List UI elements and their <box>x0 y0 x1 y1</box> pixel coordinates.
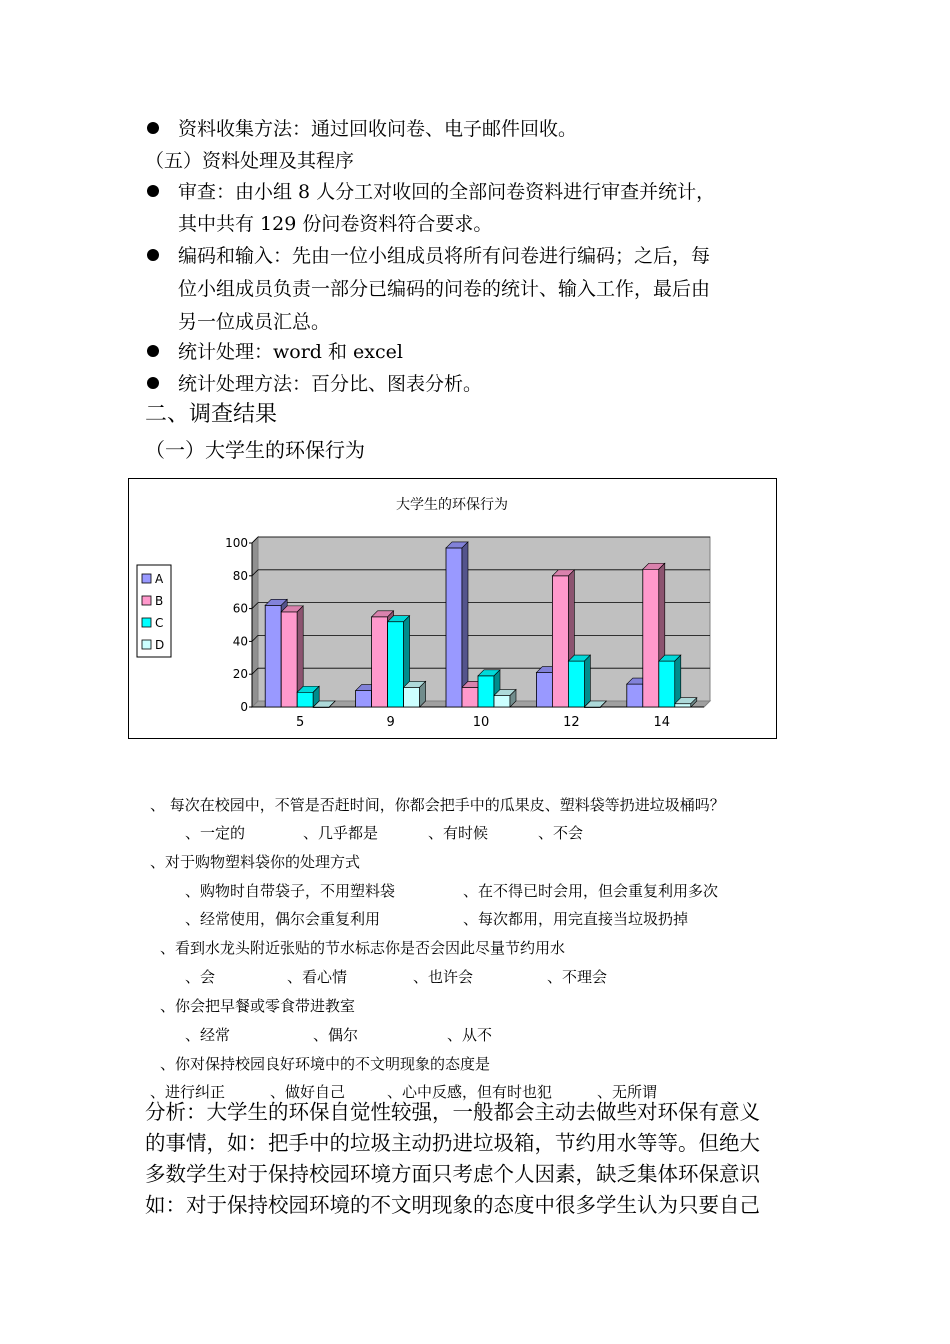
bar-C-14 <box>659 661 675 707</box>
bar-D-9 <box>404 687 420 707</box>
bullet-collection-method: 资料收集方法：通过回收问卷、电子邮件回收。 <box>178 118 578 140</box>
x-tick-label: 10 <box>472 715 490 730</box>
legend-swatch-B <box>142 596 151 605</box>
y-tick-label: 100 <box>225 536 248 550</box>
q5-option-b: 、几乎都是 <box>303 824 379 842</box>
chart-container <box>128 478 777 739</box>
q14-option-b: 、做好自己 <box>270 1083 346 1101</box>
q14-option-d: 、无所谓 <box>597 1083 658 1101</box>
bar-B-14 <box>643 569 659 707</box>
q5-option-c: 、有时候 <box>428 824 489 842</box>
q12-option-c: 、从不 <box>447 1026 493 1044</box>
bar-C-10 <box>478 676 494 707</box>
bar-C-5 <box>297 692 313 707</box>
bar-A-10 <box>446 548 462 707</box>
bullet-coding-line-1: 编码和输入：先由一位小组成员将所有问卷进行编码；之后，每 <box>178 245 711 267</box>
q9-option-d: 、每次都用，用完直接当垃圾扔掉 <box>463 910 689 928</box>
y-tick-label: 40 <box>232 634 248 649</box>
bullet-coding-line-2: 位小组成员负责一部分已编码的问卷的统计、输入工作，最后由 <box>178 278 711 300</box>
question-14: 、你对保持校园良好环境中的不文明现象的态度是 <box>160 1055 491 1073</box>
q9-option-b: 、在不得已时会用，但会重复利用多次 <box>463 882 719 900</box>
legend-label-A: A <box>155 572 164 586</box>
legend-swatch-A <box>142 574 151 583</box>
y-tick-label: 0 <box>240 700 248 714</box>
bar-side-C-12 <box>584 655 590 707</box>
heading-survey-results: 二、调查结果 <box>145 402 278 427</box>
bullet-dot <box>147 122 159 134</box>
bar-D-14 <box>675 704 691 707</box>
question-5: 、 每次在校园中，不管是否赶时间，你都会把手中的瓜果皮、塑料袋等扔进垃圾桶吗？ <box>150 796 725 814</box>
bar-chart <box>129 479 776 738</box>
q10-option-c: 、也许会 <box>413 968 474 986</box>
bullet-stats-tools: 统计处理：word 和 excel <box>178 341 403 363</box>
analysis-line-4: 如：对于保持校园环境的不文明现象的态度中很多学生认为只要自己 <box>145 1193 760 1217</box>
legend-label-C: C <box>155 616 164 630</box>
analysis-line-1: 分析：大学生的环保自觉性较强，一般都会主动去做些对环保有意义 <box>145 1100 760 1124</box>
subheading-env-behavior: （一）大学生的环保行为 <box>145 438 365 462</box>
bar-A-5 <box>265 605 281 707</box>
chart-title: 大学生的环保行为 <box>396 497 508 513</box>
bar-A-14 <box>627 684 643 707</box>
q10-option-d: 、不理会 <box>547 968 608 986</box>
x-tick-label: 14 <box>653 715 671 730</box>
bar-D-10 <box>494 696 510 707</box>
legend-label-B: B <box>155 594 164 608</box>
question-10: 、看到水龙头附近张贴的节水标志你是否会因此尽量节约用水 <box>160 939 566 957</box>
q9-option-a: 、购物时自带袋子，不用塑料袋 <box>185 882 396 900</box>
y-tick-label: 60 <box>232 601 248 616</box>
q12-option-b: 、偶尔 <box>313 1026 359 1044</box>
legend-swatch-D <box>142 640 151 649</box>
bullet-dot <box>147 185 159 197</box>
y-tick-label: 20 <box>232 667 248 682</box>
q10-option-b: 、看心情 <box>287 968 348 986</box>
bullet-dot <box>147 377 159 389</box>
x-tick-label: 5 <box>296 715 305 730</box>
bar-C-9 <box>388 622 404 707</box>
bullet-dot <box>147 249 159 261</box>
q12-option-a: 、经常 <box>185 1026 231 1044</box>
section-5-heading: （五）资料处理及其程序 <box>145 150 355 172</box>
bullet-review-line-1: 审查：由小组 8 人分工对收回的全部问卷资料进行审查并统计， <box>178 181 716 203</box>
bar-B-12 <box>552 576 568 707</box>
bar-B-9 <box>372 617 388 707</box>
bullet-stats-method: 统计处理方法：百分比、图表分析。 <box>178 373 483 395</box>
bullet-coding-line-3: 另一位成员汇总。 <box>178 311 331 333</box>
bar-A-9 <box>356 691 372 707</box>
q10-option-a: 、会 <box>185 968 216 986</box>
bullet-dot <box>147 345 159 357</box>
question-12: 、你会把早餐或零食带进教室 <box>160 997 356 1015</box>
chart-side-wall <box>252 537 258 707</box>
legend-swatch-C <box>142 618 151 627</box>
analysis-line-2: 的事情，如：把手中的垃圾主动扔进垃圾箱，节约用水等等。但绝大 <box>145 1131 760 1155</box>
bullet-review-line-2: 其中共有 129 份问卷资料符合要求。 <box>178 213 493 235</box>
q5-option-d: 、不会 <box>538 824 584 842</box>
q14-option-a: 、进行纠正 <box>150 1083 226 1101</box>
analysis-line-3: 多数学生对于保持校园环境方面只考虑个人因素，缺乏集体环保意识 <box>145 1162 760 1186</box>
question-9: 、对于购物塑料袋你的处理方式 <box>150 853 361 871</box>
bar-A-12 <box>536 673 552 707</box>
q14-option-c: 、心中反感，但有时也犯 <box>387 1083 553 1101</box>
bar-B-5 <box>281 612 297 707</box>
x-tick-label: 12 <box>563 715 580 730</box>
q5-option-a: 、一定的 <box>185 824 246 842</box>
q9-option-c: 、经常使用，偶尔会重复利用 <box>185 910 381 928</box>
x-tick-label: 9 <box>386 715 395 730</box>
bar-B-10 <box>462 687 478 707</box>
bar-C-12 <box>568 661 584 707</box>
legend-label-D: D <box>155 638 165 652</box>
y-tick-label: 80 <box>232 568 248 583</box>
